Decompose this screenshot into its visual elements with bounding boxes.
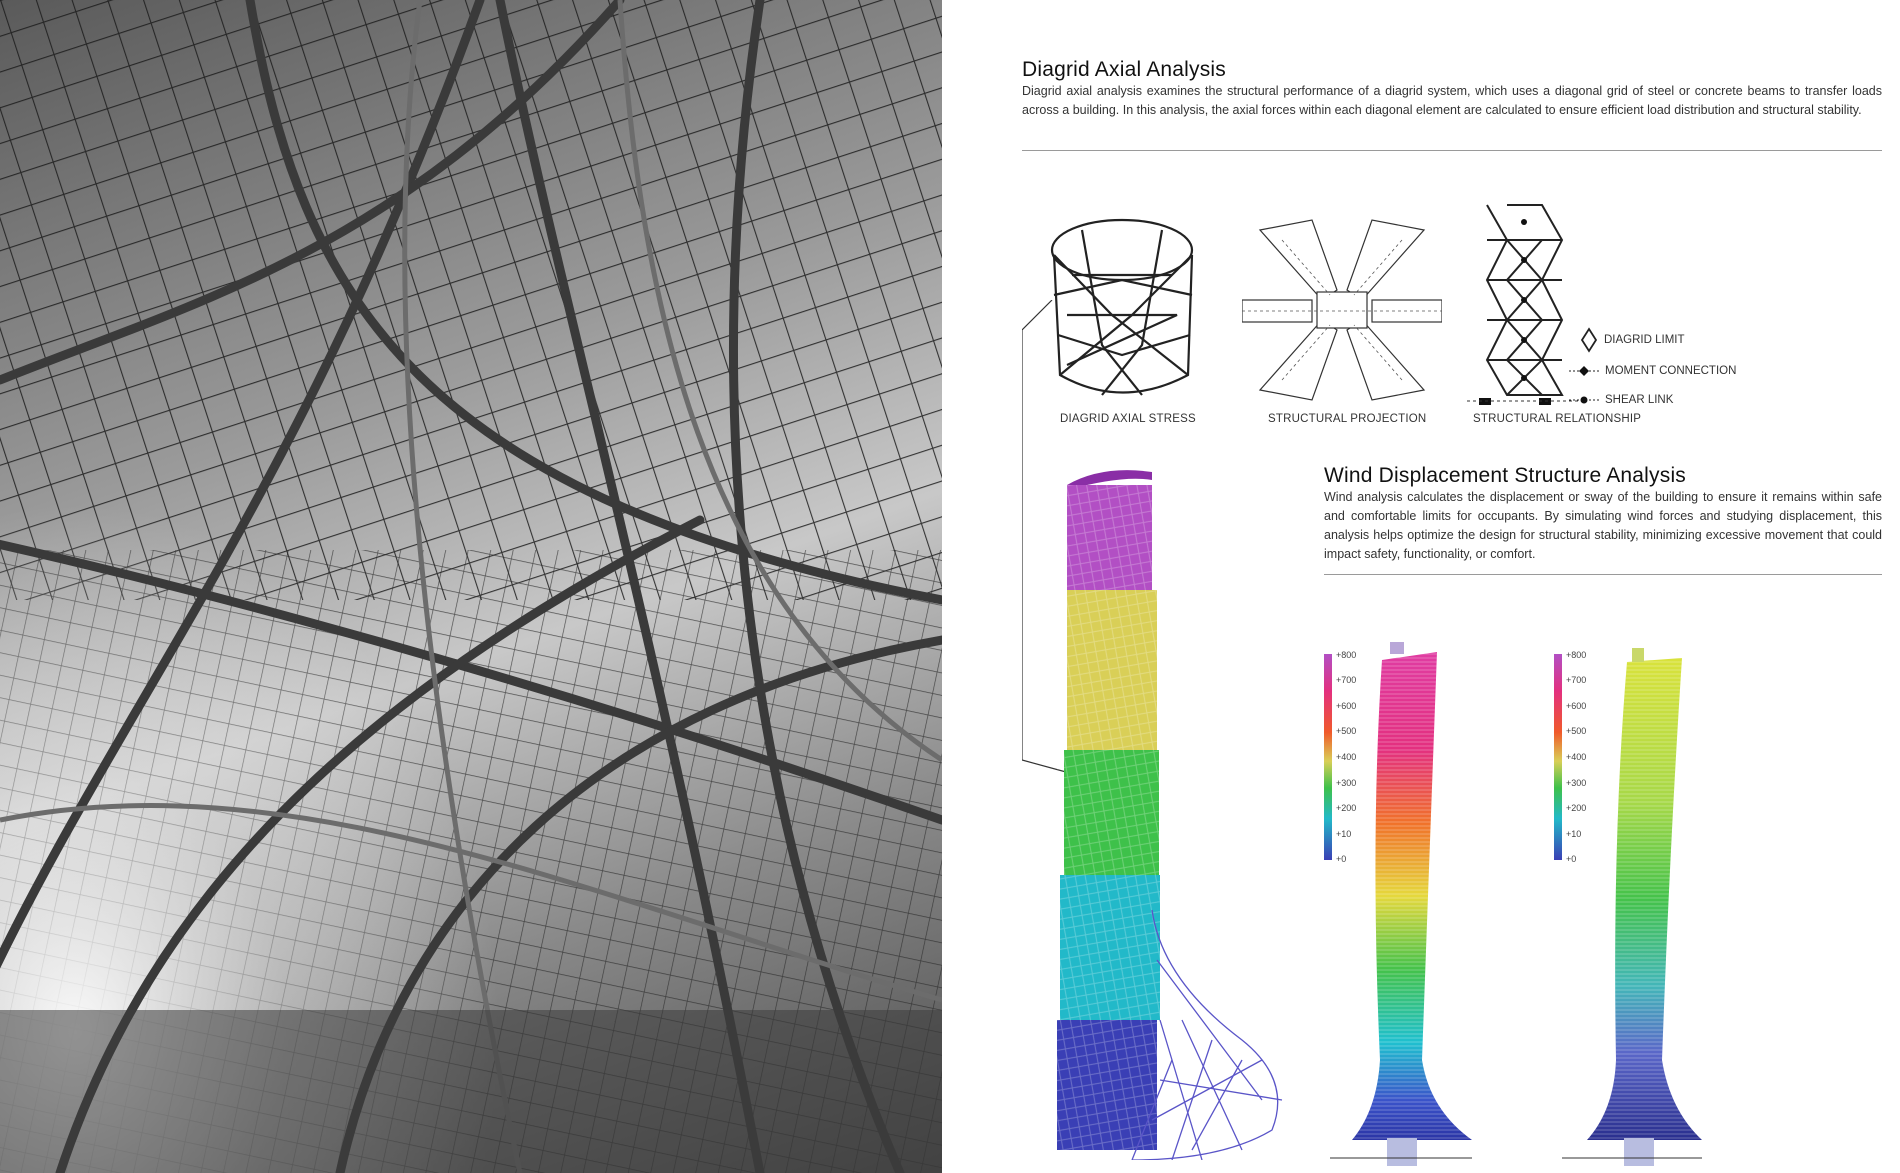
legend-diagrid-limit bbox=[1580, 327, 1685, 353]
diagrid-glass-roof-image bbox=[0, 0, 942, 1173]
tick-label: +700 bbox=[1566, 675, 1587, 685]
tick-label: +0 bbox=[1336, 854, 1347, 864]
tick-label: +300 bbox=[1336, 778, 1357, 788]
legend-shear-link bbox=[1569, 393, 1673, 407]
section1-divider bbox=[1022, 150, 1882, 151]
tick-label: +10 bbox=[1566, 829, 1582, 839]
section2-title: Wind Displacement Structure Analysis bbox=[1324, 464, 1687, 487]
structural-relationship-diagram bbox=[1467, 200, 1587, 410]
dot-icon bbox=[1569, 393, 1599, 407]
tick-label: +800 bbox=[1566, 650, 1587, 660]
legend-label: DIAGRID LIMIT bbox=[1604, 334, 1685, 346]
tick-label: +600 bbox=[1566, 701, 1587, 711]
tick-label: +300 bbox=[1566, 778, 1587, 788]
tick-label: +600 bbox=[1336, 701, 1357, 711]
legend-label: SHEAR LINK bbox=[1605, 394, 1674, 406]
legend-moment-connection bbox=[1569, 364, 1736, 378]
tick-label: +400 bbox=[1566, 752, 1587, 762]
analysis-panel bbox=[942, 0, 1900, 1173]
section1-body: Diagrid axial analysis examines the structural performance of a diagrid system, which uses a diagonal grid of steel or concrete beams to transfer loads across a building. In this analysis, the axial forces within each diagonal element are calculated to ensure efficient load distribution and structural stability. bbox=[1022, 84, 1882, 117]
diamond-filled-icon bbox=[1569, 364, 1599, 378]
tick-label: +200 bbox=[1336, 803, 1357, 813]
legend-label: MOMENT CONNECTION bbox=[1605, 365, 1737, 377]
tick-label: +400 bbox=[1336, 752, 1357, 762]
wind-displacement-tower-1 bbox=[1322, 640, 1472, 1170]
atrium-photo bbox=[0, 0, 942, 1173]
tick-label: +10 bbox=[1336, 829, 1352, 839]
relationship-caption: STRUCTURAL RELATIONSHIP bbox=[1473, 413, 1642, 425]
tick-label: +500 bbox=[1336, 726, 1357, 736]
stress-caption: DIAGRID AXIAL STRESS bbox=[1060, 413, 1196, 425]
wind-displacement-tower-2 bbox=[1552, 640, 1702, 1170]
section1-title: Diagrid Axial Analysis bbox=[1022, 58, 1226, 81]
diamond-outline-icon bbox=[1580, 327, 1598, 353]
diagrid-stress-tower-model bbox=[1042, 460, 1292, 1160]
section2-body: Wind analysis calculates the displacement or sway of the building to ensure it remains within safe and comfortable limits for occupants. By simulating wind forces and studying displacement, this analysis helps optimize the design for structural stability, minimizing excessive movement that could impact safety, functionality, or comfort. bbox=[1324, 490, 1882, 561]
tick-label: +800 bbox=[1336, 650, 1357, 660]
section2-divider bbox=[1324, 574, 1882, 575]
tick-label: +200 bbox=[1566, 803, 1587, 813]
projection-caption: STRUCTURAL PROJECTION bbox=[1268, 413, 1427, 425]
tick-label: +0 bbox=[1566, 854, 1577, 864]
tick-label: +500 bbox=[1566, 726, 1587, 736]
structural-projection-diagram bbox=[1242, 210, 1442, 410]
tick-label: +700 bbox=[1336, 675, 1357, 685]
